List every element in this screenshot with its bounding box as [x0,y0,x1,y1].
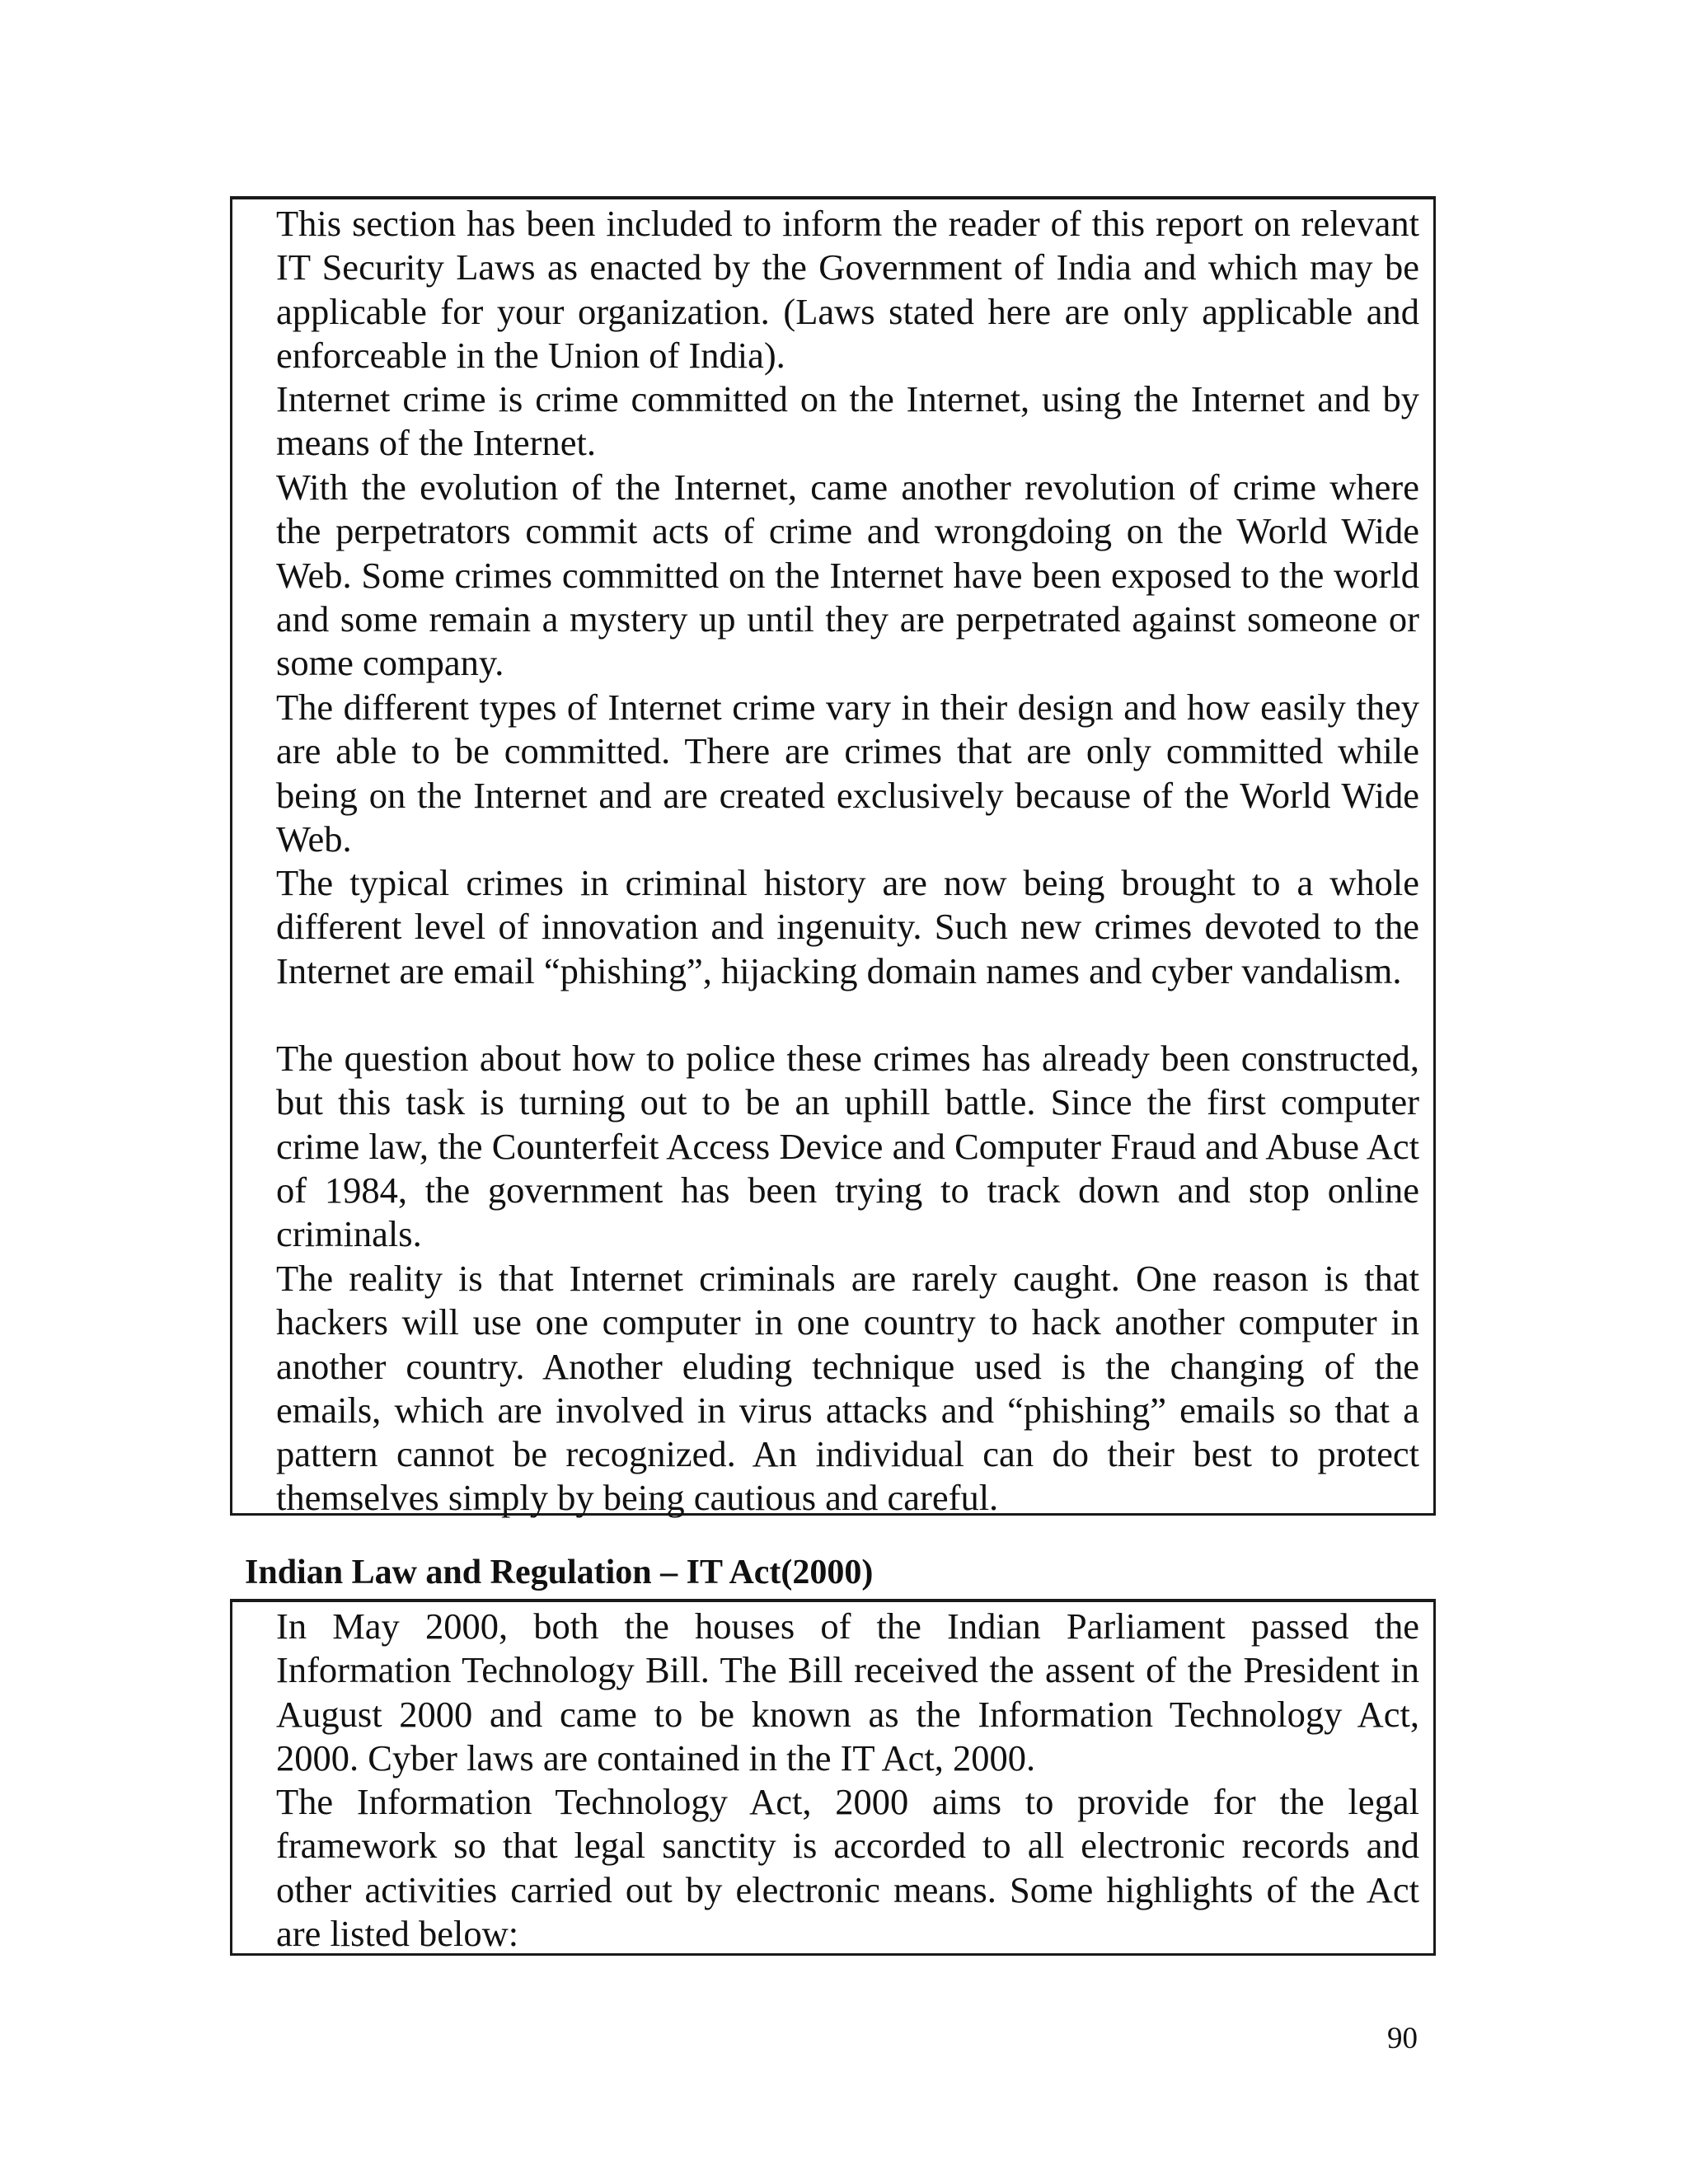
intro-paragraph-evolution: With the evolution of the Internet, came another revolution of crime where the perpetrators commit acts of crime and wrongdoing on the World Wide Web. Some crimes committed on the Internet have been exposed to the world and some remain a mystery up until they are perpetrated against someone or some company. [276,466,1419,684]
intro-paragraph-policing: The question about how to police these crimes has already been constructed, but this task is turning out to be an uphill battle. Since the first computer crime law, the Counterfeit Access Device and Computer Fraud and Abuse Act of 1984, the government has been trying to track down and stop online criminals. [276,1038,1419,1255]
intro-paragraph-types: The different types of Internet crime vary in their design and how easily they are able to be committed. There are crimes that are only committed while being on the Internet and are created exclusively because of the World Wide Web. [276,687,1419,860]
intro-paragraph-definition: Internet crime is crime committed on the Internet, using the Internet and by means of the Internet. [276,378,1419,464]
it-act-paragraph-history: In May 2000, both the houses of the Indian Parliament passed the Information Technology Bill. The Bill received the assent of the President in August 2000 and came to be known as the Information Technology Act, 2000. Cyber laws are contained in the IT Act, 2000. [276,1605,1419,1779]
intro-paragraph-scope: This section has been included to inform the reader of this report on relevant IT Security Laws as enacted by the Government of India and which may be applicable for your organization. (Laws stated here are only applicable and enforceable in the Union of India). [276,203,1419,376]
it-act-paragraph-aims: The Information Technology Act, 2000 aims to provide for the legal framework so that legal sanctity is accorded to all electronic records and other activities carried out by electronic means. Some highlights of the Act are listed below: [276,1781,1419,1954]
section-heading: Indian Law and Regulation – IT Act(2000) [245,1554,874,1591]
page-number: 90 [1387,2022,1418,2055]
intro-paragraph-typical-crimes: The typical crimes in criminal history are now being brought to a whole different level of innovation and ingenuity. Such new crimes devoted to the Internet are email “phishing”, hijacking domain names and cyber vandalism. [276,862,1419,991]
intro-paragraph-reality: The reality is that Internet criminals are rarely caught. One reason is that hackers will use one computer in one country to hack another computer in another country. Another eluding technique used is the changing of the emails, which are involved in virus attacks and “phishing” emails so that a pattern cannot be recognized. An individual can do their best to protect themselves simply by being cautious and careful. [276,1258,1419,1519]
